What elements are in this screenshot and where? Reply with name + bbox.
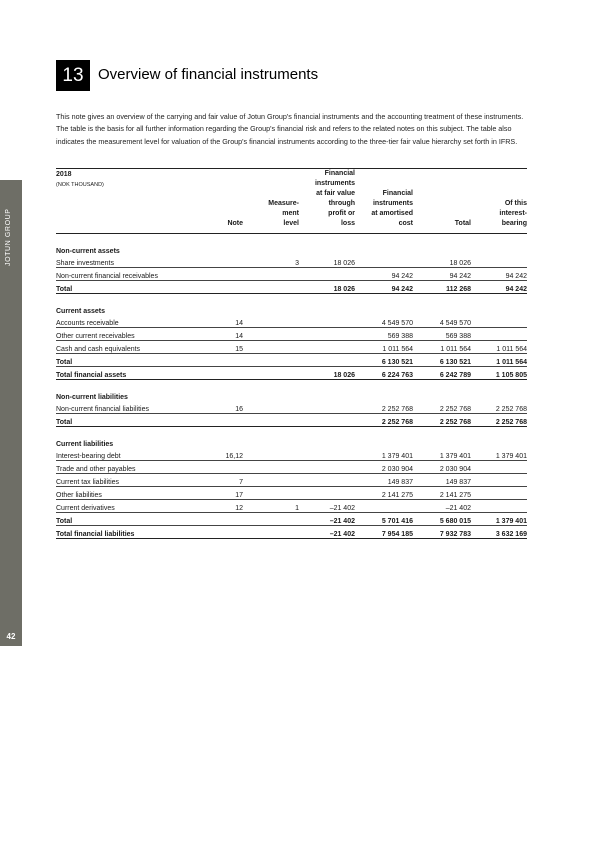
table-row (56, 513, 527, 526)
interest-bearing-cell: 1 379 401 (471, 513, 527, 526)
table-row (56, 268, 527, 281)
fair-value-cell (299, 341, 355, 354)
row-label: Current derivatives (56, 500, 206, 513)
amortised-cost-cell: 5 701 416 (355, 513, 413, 526)
interest-bearing-cell (471, 500, 527, 513)
year-label: 2018 (56, 171, 72, 178)
note-cell (206, 367, 243, 380)
table-row (56, 414, 527, 427)
total-cell: –21 402 (413, 500, 471, 513)
amortised-cost-cell: 149 837 (355, 474, 413, 487)
fair-value-cell (299, 448, 355, 461)
section-title: Non-current liabilities (56, 394, 128, 401)
amortised-cost-cell: 569 388 (355, 328, 413, 341)
table-row (56, 354, 527, 367)
note-header: Note (206, 169, 243, 232)
row-label: Other liabilities (56, 487, 206, 500)
fair-value-cell (299, 315, 355, 328)
level-cell (243, 414, 299, 427)
table-row (56, 367, 527, 380)
total-cell: 18 026 (413, 255, 471, 268)
interest-bearing-cell (471, 487, 527, 500)
row-label: Share investments (56, 255, 206, 268)
interest-bearing-cell (471, 461, 527, 474)
interest-bearing-cell (471, 474, 527, 487)
level-cell: 3 (243, 255, 299, 268)
intro-paragraph: This note gives an overview of the carrying and fair value of Jotun Group's financial instruments and the accounting treatment of these instruments. The table is the basis for all further information regarding the Group's financial risk and refers to the related notes on this subject. The table also indicates the measurement level for valuation of the Group's financial instruments according to the three-tier fair value hierarchy set forth in IFRS. (56, 112, 524, 146)
row-label: Accounts receivable (56, 315, 206, 328)
row-label: Trade and other payables (56, 461, 206, 474)
amortised-cost-cell (355, 255, 413, 268)
total-cell: 4 549 570 (413, 315, 471, 328)
total-cell: 2 252 768 (413, 401, 471, 414)
section-title: Current liabilities (56, 441, 114, 448)
total-cell: 569 388 (413, 328, 471, 341)
row-label: Interest-bearing debt (56, 448, 206, 461)
total-cell: 6 130 521 (413, 354, 471, 367)
sidebar-label: JOTUN GROUP (5, 208, 12, 266)
note-cell (206, 526, 243, 539)
note-cell: 14 (206, 328, 243, 341)
section-title-row (56, 388, 527, 401)
note-cell (206, 281, 243, 294)
note-cell: 16 (206, 401, 243, 414)
total-cell: 2 252 768 (413, 414, 471, 427)
note-cell (206, 461, 243, 474)
total-cell: 7 932 783 (413, 526, 471, 539)
amortised-cost-cell: 2 252 768 (355, 401, 413, 414)
section-title: Non-current assets (56, 248, 120, 255)
section-title-row (56, 302, 527, 315)
row-label: Cash and cash equivalents (56, 341, 206, 354)
amortised-cost-cell: 6 224 763 (355, 367, 413, 380)
amortised-cost-cell: 2 030 904 (355, 461, 413, 474)
fair-value-cell (299, 461, 355, 474)
total-cell: 2 141 275 (413, 487, 471, 500)
row-label: Non-current financial liabilities (56, 401, 206, 414)
total-cell: 1 011 564 (413, 341, 471, 354)
amortised-cost-cell: 7 954 185 (355, 526, 413, 539)
note-cell: 17 (206, 487, 243, 500)
row-label: Total (56, 513, 206, 526)
note-number: 13 (62, 64, 84, 86)
interest-bearing-cell: 94 242 (471, 268, 527, 281)
unit-label: (NOK THOUSAND) (56, 182, 104, 188)
page-number: 42 (6, 632, 16, 641)
fair-value-cell (299, 354, 355, 367)
row-label: Total financial assets (56, 367, 206, 380)
table-row (56, 255, 527, 268)
table-row (56, 341, 527, 354)
fair-value-cell (299, 487, 355, 500)
total-cell: 1 379 401 (413, 448, 471, 461)
row-label: Non-current financial receivables (56, 268, 206, 281)
level-cell (243, 461, 299, 474)
fair-value-cell: –21 402 (299, 500, 355, 513)
table-row (56, 328, 527, 341)
table-row (56, 461, 527, 474)
section-title-row (56, 435, 527, 448)
fair-value-cell: 18 026 (299, 255, 355, 268)
financial-instruments-table (56, 168, 527, 539)
row-label: Total (56, 414, 206, 427)
table-row (56, 448, 527, 461)
table-row (56, 401, 527, 414)
level-cell (243, 401, 299, 414)
measurement-level-header: Measure- ment level (243, 169, 299, 232)
interest-bearing-cell (471, 328, 527, 341)
note-cell: 12 (206, 500, 243, 513)
interest-bearing-cell: 94 242 (471, 281, 527, 294)
table-header-row (56, 169, 527, 232)
amortised-cost-cell: 4 549 570 (355, 315, 413, 328)
total-cell: 149 837 (413, 474, 471, 487)
table-row (56, 281, 527, 294)
interest-bearing-cell: 2 252 768 (471, 414, 527, 427)
level-cell (243, 367, 299, 380)
fair-value-cell (299, 328, 355, 341)
interest-bearing-cell: 1 011 564 (471, 341, 527, 354)
table-row (56, 315, 527, 328)
table-row (56, 500, 527, 513)
row-label: Total (56, 281, 206, 294)
amortised-cost-cell: 2 252 768 (355, 414, 413, 427)
level-cell (243, 526, 299, 539)
note-cell: 16,12 (206, 448, 243, 461)
level-cell (243, 281, 299, 294)
row-label: Total financial liabilities (56, 526, 206, 539)
total-cell: 2 030 904 (413, 461, 471, 474)
note-cell: 14 (206, 315, 243, 328)
level-cell (243, 341, 299, 354)
fair-value-cell: –21 402 (299, 526, 355, 539)
level-cell (243, 474, 299, 487)
interest-bearing-cell: 1 379 401 (471, 448, 527, 461)
fair-value-header: Financial instruments at fair value through profit or loss (299, 169, 355, 232)
year-header (56, 169, 206, 232)
fair-value-cell (299, 268, 355, 281)
interest-bearing-cell: 1 011 564 (471, 354, 527, 367)
total-header: Total (413, 169, 471, 232)
level-cell (243, 328, 299, 341)
level-cell (243, 315, 299, 328)
interest-bearing-cell: 3 632 169 (471, 526, 527, 539)
interest-bearing-cell (471, 315, 527, 328)
fair-value-cell (299, 414, 355, 427)
note-cell (206, 268, 243, 281)
amortised-cost-cell: 94 242 (355, 268, 413, 281)
total-cell: 6 242 789 (413, 367, 471, 380)
fair-value-cell: –21 402 (299, 513, 355, 526)
section-title: Current assets (56, 308, 106, 315)
level-cell (243, 513, 299, 526)
total-cell: 112 268 (413, 281, 471, 294)
fair-value-cell: 18 026 (299, 367, 355, 380)
amortised-cost-cell: 2 141 275 (355, 487, 413, 500)
total-cell: 94 242 (413, 268, 471, 281)
table-row (56, 526, 527, 539)
level-cell (243, 268, 299, 281)
level-cell (243, 448, 299, 461)
table-row (56, 474, 527, 487)
level-cell (243, 354, 299, 367)
note-cell (206, 255, 243, 268)
note-cell (206, 513, 243, 526)
note-cell (206, 354, 243, 367)
amortised-cost-header: Financial instruments at amortised cost (355, 169, 413, 232)
interest-bearing-header: Of this interest- bearing (471, 169, 527, 232)
table-row (56, 487, 527, 500)
amortised-cost-cell: 6 130 521 (355, 354, 413, 367)
interest-bearing-cell: 2 252 768 (471, 401, 527, 414)
interest-bearing-cell: 1 105 805 (471, 367, 527, 380)
amortised-cost-cell: 1 379 401 (355, 448, 413, 461)
row-label: Other current receivables (56, 328, 206, 341)
note-cell: 15 (206, 341, 243, 354)
note-number-box (56, 60, 90, 91)
section-title-row (56, 242, 527, 255)
level-cell: 1 (243, 500, 299, 513)
row-label: Current tax liabilities (56, 474, 206, 487)
row-label: Total (56, 354, 206, 367)
amortised-cost-cell (355, 500, 413, 513)
note-cell: 7 (206, 474, 243, 487)
fair-value-cell (299, 474, 355, 487)
level-cell (243, 487, 299, 500)
amortised-cost-cell: 94 242 (355, 281, 413, 294)
total-cell: 5 680 015 (413, 513, 471, 526)
fair-value-cell (299, 401, 355, 414)
note-cell (206, 414, 243, 427)
amortised-cost-cell: 1 011 564 (355, 341, 413, 354)
interest-bearing-cell (471, 255, 527, 268)
fair-value-cell: 18 026 (299, 281, 355, 294)
page-title: Overview of financial instruments (98, 66, 319, 83)
